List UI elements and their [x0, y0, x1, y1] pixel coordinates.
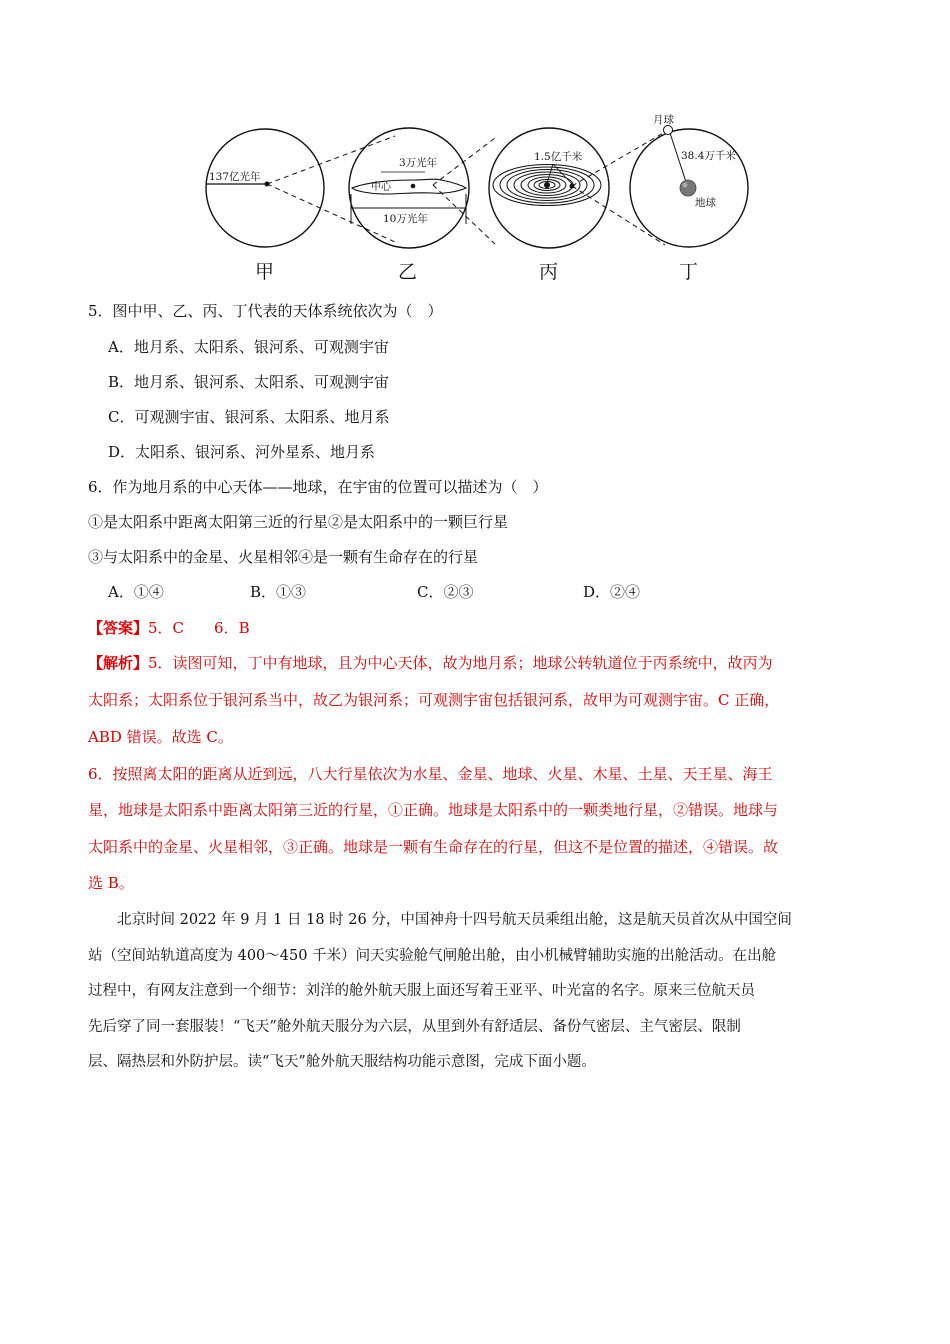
q6-option-b: B．①③ [250, 583, 307, 601]
passage [88, 903, 868, 1081]
passage-line-4: 先后穿了同一套服装！“飞天”舱外航天服分为六层，从里到外有舒适层、备份气密层、主气密层、限制 [88, 1018, 741, 1035]
analysis-line-2: 太阳系；太阳系位于银河系当中，故乙为银河系；可观测宇宙包括银河系，故甲为可观测宇宙。C 正确， [88, 691, 780, 709]
q5-option-b: B．地月系、银河系、太阳系、可观测宇宙 [108, 373, 390, 391]
analysis-line-6: 太阳系中的金星、火星相邻，③正确。地球是一颗有生命存在的行星，但这不是位置的描述，④错误。故 [88, 838, 779, 856]
circle-yi [349, 128, 469, 248]
q6-option-d: D．②④ [583, 583, 641, 601]
analysis-line-5: 星，地球是太阳系中距离太阳第三近的行星，①正确。地球是太阳系中的一颗类地行星，②错误。地球与 [88, 801, 779, 819]
ding-moon-dot [664, 126, 673, 135]
passage-line-1: 北京时间 2022 年 9 月 1 日 18 时 26 分，中国神舟十四号航天员乘组出舱，这是航天员首次从中国空间 [88, 912, 792, 928]
q6-statement-2: ③与太阳系中的金星、火星相邻④是一颗有生命存在的行星 [88, 548, 479, 566]
circle-jia [206, 129, 324, 247]
yi-center-label: 中心 [371, 182, 391, 193]
answer-line [88, 618, 250, 638]
jia-radius-label: 137亿光年 [209, 171, 261, 183]
caption-ding: 丁 [679, 261, 699, 283]
analysis-line-1 [88, 653, 773, 673]
q6-option-a: A．①④ [108, 583, 164, 601]
answer-tag: 【答案】 [88, 619, 149, 637]
yi-sun-dot [411, 184, 416, 189]
q5-option-a: A．地月系、太阳系、银河系、可观测宇宙 [108, 338, 389, 356]
caption-yi: 乙 [398, 261, 418, 283]
jia-center-dot [265, 182, 270, 187]
q5-option-c: C．可观测宇宙、银河系、太阳系、地月系 [108, 408, 390, 426]
yi-thickness-label: 3万光年 [399, 157, 438, 169]
q6-stem: 6．作为地月系的中心天体——地球，在宇宙的位置可以描述为（ ） [88, 478, 548, 496]
passage-line-5: 层、隔热层和外防护层。读“飞天”舱外航天服结构功能示意图，完成下面小题。 [88, 1054, 596, 1070]
ding-distance-label: 38.4万千米 [681, 150, 736, 162]
analysis-tag: 【解析】 [88, 654, 149, 672]
ding-moon-label: 月球 [653, 114, 674, 126]
q6-option-c: C．②③ [417, 583, 474, 601]
q5-stem: 5．图中甲、乙、丙、丁代表的天体系统依次为（ ） [88, 302, 443, 320]
passage-line-2: 站（空间站轨道高度为 400～450 千米）问天实验舱气闸舱出舱，由小机械臂辅助实施的出舱活动。在出舱 [88, 947, 777, 964]
bing-distance-label: 1.5亿千米 [534, 151, 583, 163]
yi-diameter-label: 10万光年 [383, 213, 428, 225]
ding-earth-highlight [683, 183, 688, 188]
ding-earth-dot [680, 180, 696, 196]
answer-text: 5．C 6．B [148, 619, 250, 637]
analysis-text-1: 5．读图可知，丁中有地球，且为中心天体，故为地月系；地球公转轨道位于丙系统中，故丙为 [148, 654, 773, 672]
yi-galaxy-disc [352, 179, 466, 194]
q5-option-d: D．太阳系、银河系、河外星系、地月系 [108, 443, 376, 461]
q6-options [108, 582, 640, 602]
celestial-systems-figure [195, 108, 765, 288]
analysis-line-4: 6．按照离太阳的距离从近到远，八大行星依次为水星、金星、地球、火星、木星、土星、天王星、海王 [88, 765, 773, 783]
bing-earth-dot [570, 184, 575, 189]
caption-bing: 丙 [539, 261, 559, 283]
analysis-line-3: ABD 错误。故选 C。 [88, 728, 233, 746]
ding-earth-label: 地球 [695, 197, 716, 209]
caption-jia: 甲 [255, 261, 275, 283]
q6-statement-1: ①是太阳系中距离太阳第三近的行星②是太阳系中的一颗巨行星 [88, 513, 509, 531]
analysis-line-7: 选 B。 [88, 874, 134, 892]
passage-line-3: 过程中，有网友注意到一个细节：刘洋的舱外航天服上面还写着王亚平、叶光富的名字。原来三位航天员 [88, 983, 755, 999]
